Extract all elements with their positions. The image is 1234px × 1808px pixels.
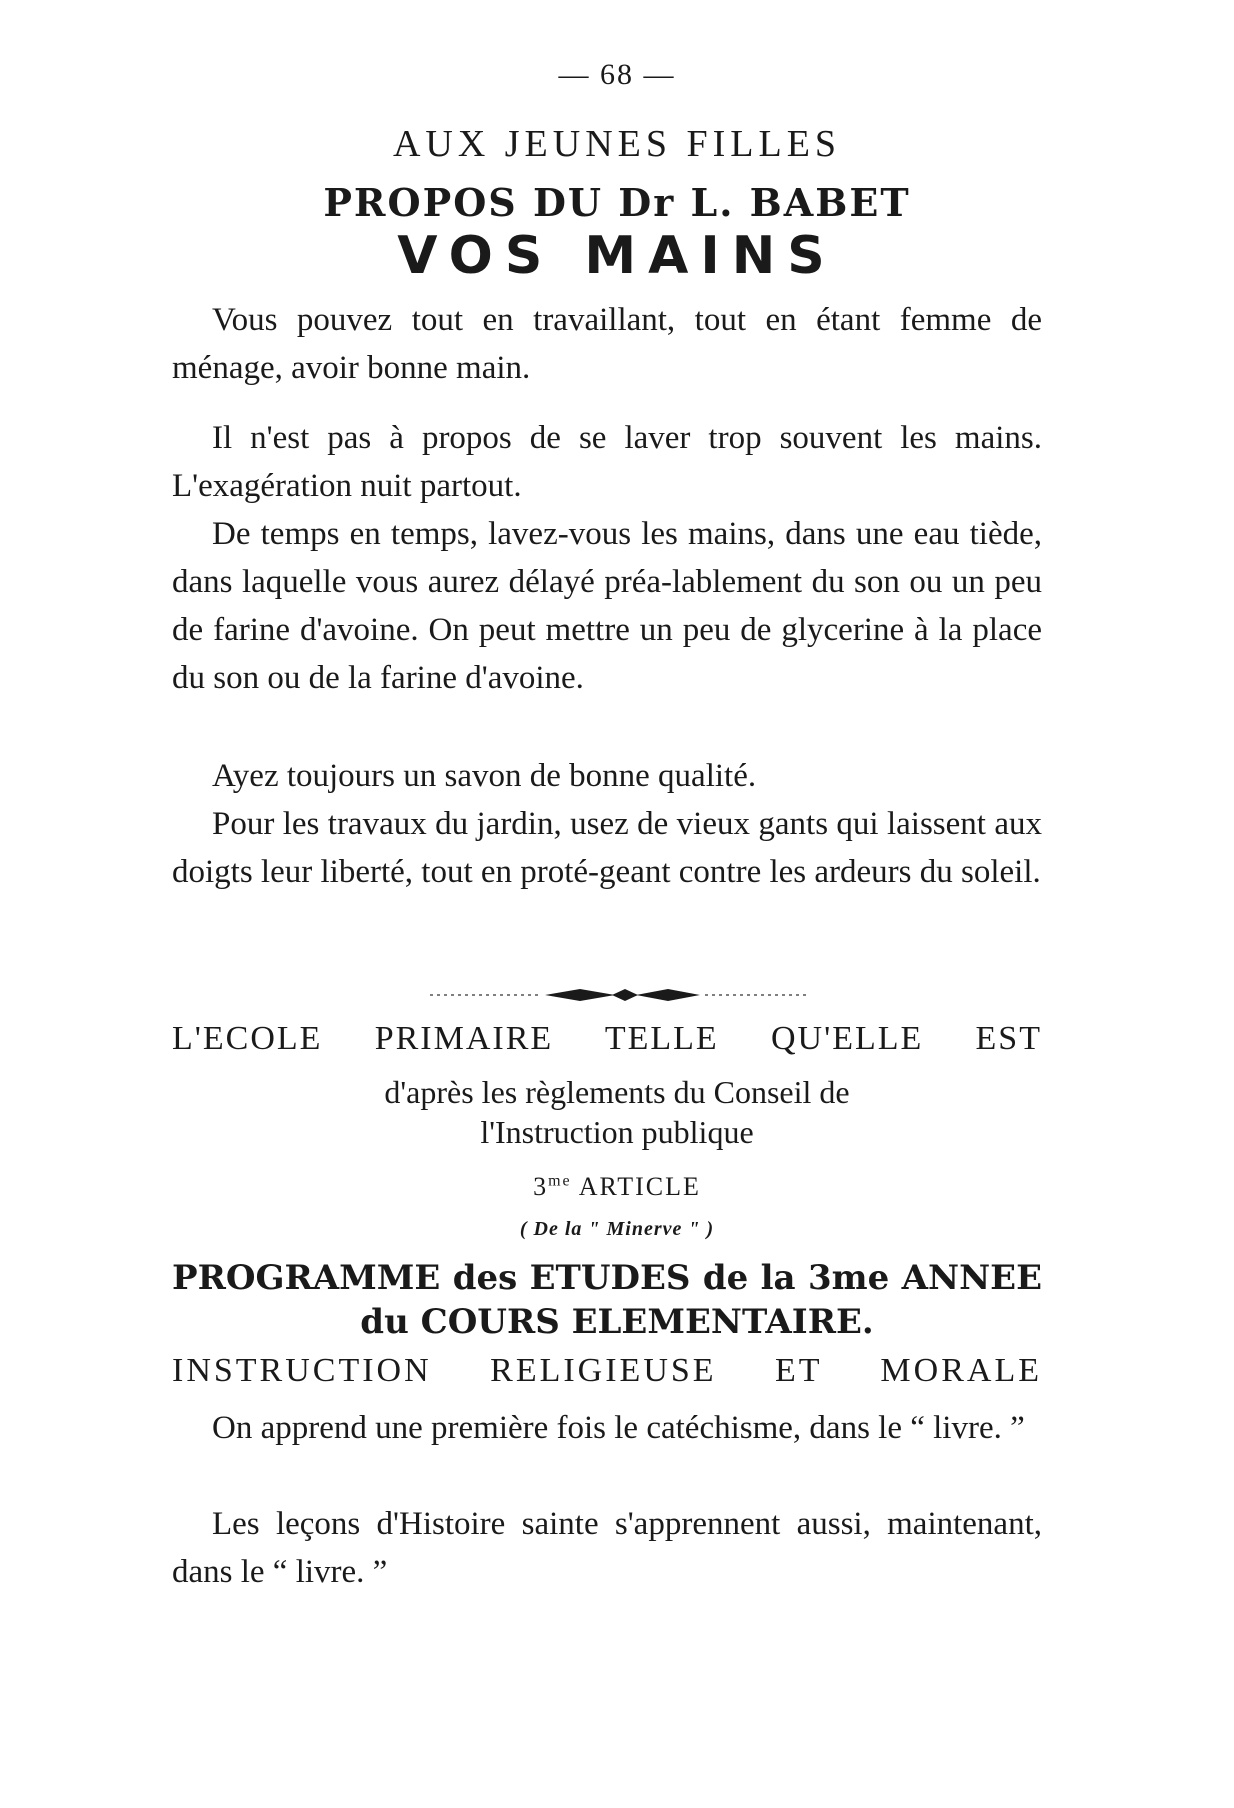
paragraph: On apprend une première fois le catéchisme, dans le “ livre. ” [212, 1410, 1025, 1446]
programme-subheading: du COURS ELEMENTAIRE. [360, 1302, 874, 1342]
page-number: — 68 — [558, 58, 676, 91]
source-line: d'après les règlements du Conseil de [384, 1074, 850, 1110]
article-number-suffix: me [548, 1172, 572, 1190]
article-label: ARTICLE [578, 1172, 701, 1201]
article-byline: PROPOS DU Dr L. BABET [323, 180, 911, 225]
paragraph: Ayez toujours un savon de bonne qualité. [212, 758, 757, 794]
paragraph: Vous pouvez tout en travaillant, tout en étant femme de ménage, avoir bonne main. [172, 302, 1042, 386]
source-line: l'Instruction publique [480, 1114, 754, 1150]
section-kicker: AUX JEUNES FILLES [392, 123, 842, 165]
programme-heading: PROGRAMME des ETUDES de la 3me ANNEE [172, 1258, 1042, 1298]
section-divider-ornament [0, 980, 1234, 1010]
subject-heading: INSTRUCTION RELIGIEUSE ET MORALE [172, 1352, 1042, 1389]
paragraph: Il n'est pas à propos de se laver trop souvent les mains. L'exagération nuit partout. [172, 420, 1042, 504]
paragraph: De temps en temps, lavez-vous les mains, dans une eau tiède, dans laquelle vous aurez délayé préa-lablement du son ou un peu de farine d'avoine. On peut mettre un peu de glycerine à la place du son ou de la farine d'avoine. [172, 516, 1042, 696]
article-number-value: 3 [533, 1172, 549, 1201]
article-number [0, 1172, 1234, 1202]
section-title: L'ECOLE PRIMAIRE TELLE QU'ELLE EST [172, 1020, 1042, 1057]
paragraph: Les leçons d'Histoire sainte s'apprennent aussi, maintenant, dans le “ livre. ” [172, 1506, 1042, 1590]
source-credit: ( De la " Minerve " ) [519, 1218, 715, 1240]
paragraph: Pour les travaux du jardin, usez de vieux gants qui laissent aux doigts leur liberté, tout en proté-geant contre les ardeurs du soleil. [172, 806, 1042, 890]
article-headline: VOS MAINS [397, 226, 837, 286]
